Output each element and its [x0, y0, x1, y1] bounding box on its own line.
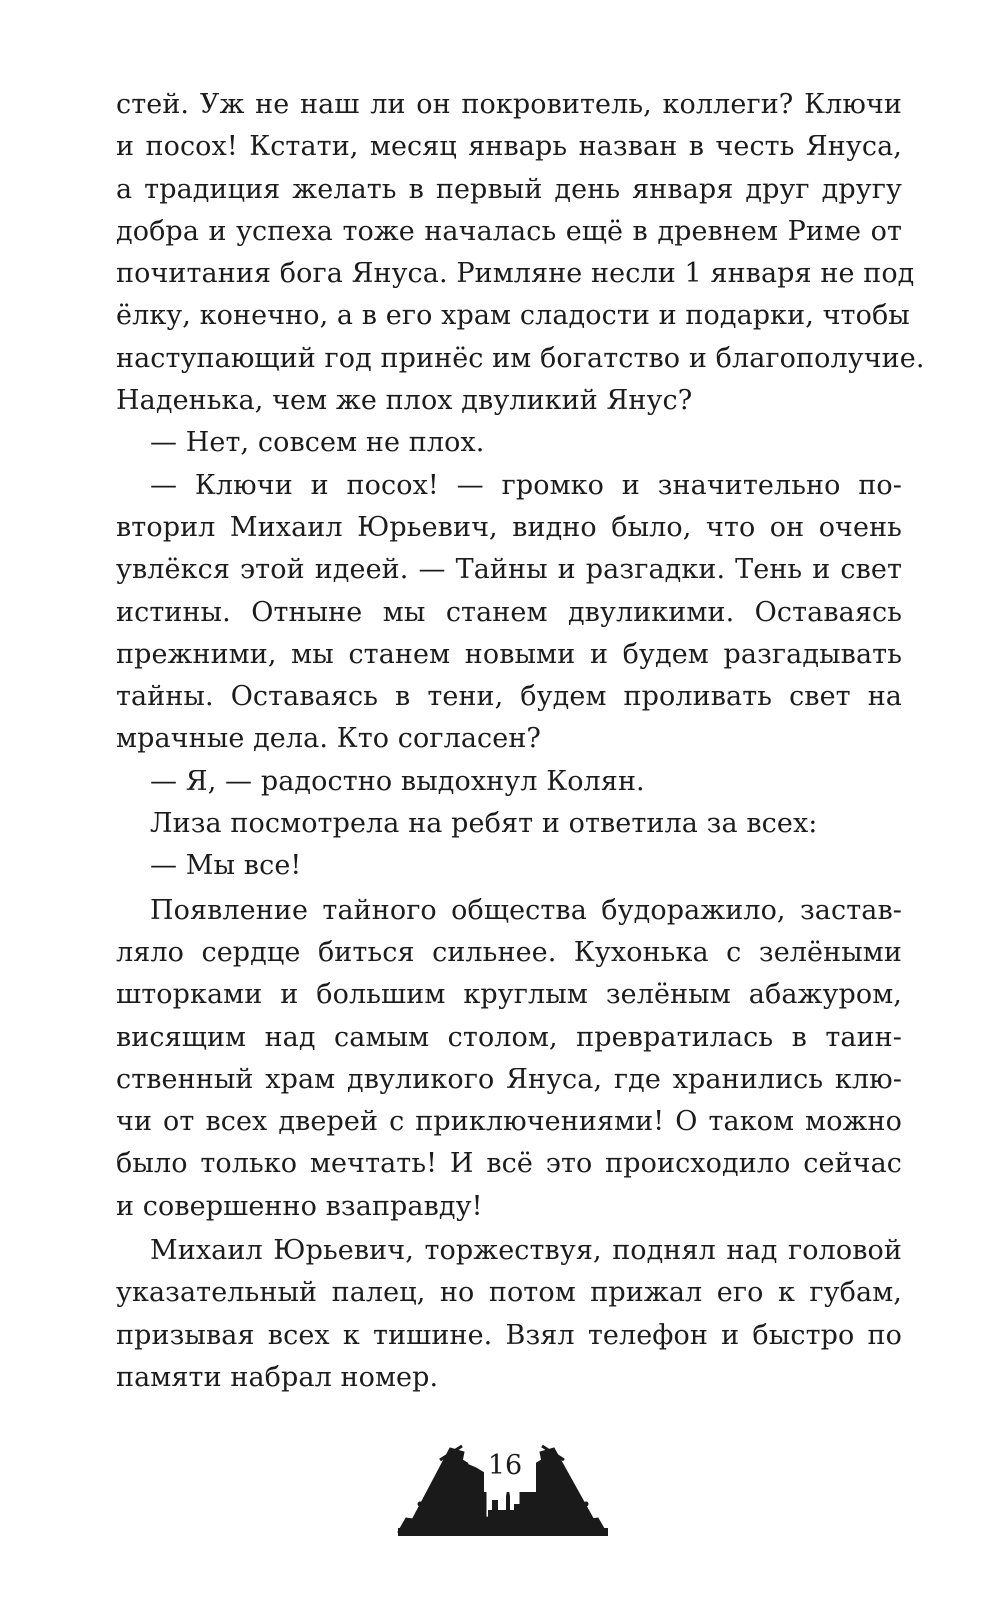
dialogue-line: — Ключи и посох! — громко и значительно по-	[150, 469, 902, 501]
text-line: Лиза посмотрела на ребят и ответила за всех:	[150, 808, 818, 840]
text-line: ёлку, конечно, а в его храм сладости и подарки, чтобы	[116, 300, 910, 332]
text-line: увлёкся этой идеей. — Тайны и разгадки. Тень и свет	[116, 554, 902, 586]
text-line: стей. Уж не наш ли он покровитель, коллеги? Ключи	[116, 89, 902, 120]
text-line: чи от всех дверей с приключениями! О таком можно	[116, 1106, 902, 1138]
text-line: и посох! Кстати, месяц январь назван в честь Януса,	[116, 131, 902, 163]
page-text	[116, 84, 925, 1399]
text-line: Наденька, чем же плох двуликий Янус?	[116, 385, 693, 417]
text-line: тайны. Оставаясь в тени, будем проливать свет на	[116, 681, 902, 713]
dialogue-line: — Нет, совсем не плох.	[150, 427, 485, 459]
text-line: указательный палец, но потом прижал его к губам,	[116, 1277, 902, 1309]
dialogue-line: — Мы все!	[150, 850, 302, 882]
text-line: памяти набрал номер.	[116, 1361, 439, 1393]
text-line: добра и успеха тоже началась ещё в древнем Риме от	[116, 215, 902, 247]
text-line: а традиция желать в первый день января друг другу	[116, 173, 902, 205]
text-line: призывая всех к тишине. Взял телефон и быстро по	[116, 1319, 902, 1351]
paragraph-first-line: Михаил Юрьевич, торжествуя, поднял над головой	[150, 1235, 902, 1267]
text-line: почитания бога Януса. Римляне несли 1 января не под	[116, 258, 915, 290]
paragraph-first-line: Появление тайного общества будоражило, застав-	[150, 894, 902, 926]
text-line: прежними, мы станем новыми и будем разгадывать	[116, 638, 902, 670]
text-line: истины. Отныне мы станем двуликими. Оставаясь	[116, 596, 902, 628]
page-number: 16	[487, 1450, 523, 1481]
text-line: висящим над самым столом, превратилась в таин-	[116, 1021, 902, 1053]
text-line: ляло сердце биться сильнее. Кухонька с зелёными	[116, 936, 902, 968]
text-line: наступающий год принёс им богатство и благополучие.	[116, 342, 925, 374]
text-line: и совершенно взаправду!	[116, 1190, 483, 1222]
text-line: шторками и большим круглым зелёным абажуром,	[116, 979, 902, 1011]
text-line: мрачные дела. Кто согласен?	[116, 723, 542, 755]
dialogue-line: — Я, — радостно выдохнул Колян.	[150, 765, 645, 797]
text-line: ственный храм двуликого Януса, где хранились клю-	[116, 1063, 902, 1095]
text-line: было только мечтать! И всё это происходило сейчас	[116, 1148, 902, 1180]
page-footer	[0, 1440, 1000, 1550]
text-line: вторил Михаил Юрьевич, видно было, что он очень	[116, 511, 902, 543]
